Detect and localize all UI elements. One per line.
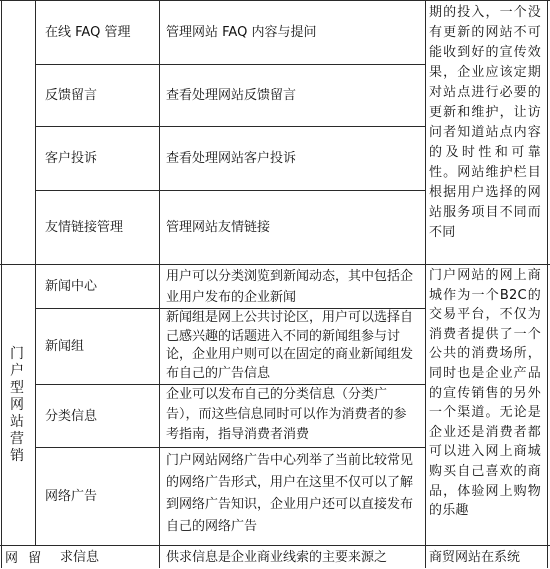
cell-text: 管理网站 FAQ 内容与提问 <box>166 25 317 40</box>
row-desc-classified <box>160 385 420 447</box>
row-desc-complaint <box>160 127 420 190</box>
row-desc-newsgroup <box>160 309 420 384</box>
rule <box>0 545 550 546</box>
row-name-complaint <box>36 127 159 190</box>
row-desc-links <box>160 191 420 264</box>
cut-desc: 供求信息是企业商业线索的主要来源之 <box>166 550 388 565</box>
cell-text: 新闻组 <box>45 339 85 354</box>
row-desc-news <box>160 265 420 308</box>
row-desc-feedback <box>160 65 420 126</box>
cell-text: 在线 FAQ 管理 <box>45 25 131 40</box>
category-glyph: 门 <box>10 345 24 362</box>
note-maintenance: 期的投入，一个没有更新的网站不可能收到好的宣传效果，企业应该定期对站点进行必要的更新和维护，让访问者知道站点内容的及时性和可靠性。网站维护栏目根据用户选择的网站服务项目不同而不同 <box>429 5 541 240</box>
category-glyph: 户 <box>10 362 24 379</box>
cell-text: 新闻中心 <box>45 279 98 294</box>
cell-text: 门户网站网络广告中心列举了当前比较常见的网络广告形式，用户在这里不仅可以了解到网络广告知识，企业用户还可以直接发布自己的网络广告 <box>166 453 414 534</box>
cell-text: 查看处理网站反馈留言 <box>166 88 297 103</box>
category-glyph: 营 <box>10 430 24 447</box>
category-glyph: 网 <box>10 396 24 413</box>
cut-category: 网 留 <box>5 551 45 566</box>
category-glyph: 型 <box>10 379 24 396</box>
cell-text: 分类信息 <box>45 408 98 424</box>
cell-text: 新闻组是网上公共讨论区，用户可以选择自己感兴趣的话题进入不同的新闻组参与讨论，企业用户则可以在固定的商业新闻组发布自己的广告信息 <box>166 310 414 381</box>
category-portal <box>0 265 34 545</box>
category-glyph: 销 <box>10 447 24 464</box>
category-label <box>10 346 24 465</box>
cut-name: 求信息 <box>60 550 100 565</box>
row-desc-web-ads <box>160 450 420 545</box>
cell-text: 客户投诉 <box>45 151 98 166</box>
cell-text: 用户可以分类浏览到新闻动态，其中包括企业用户发布的企业新闻 <box>166 269 414 305</box>
row-name-newsgroup <box>36 309 159 384</box>
cell-text: 网络广告 <box>45 489 98 504</box>
row-name-feedback <box>36 65 159 126</box>
cell-text: 友情链接管理 <box>45 220 124 235</box>
cell-text: 企业可以发布自己的分类信息（分类广告），而这些信息同时可以作为消费者的参考指南，指导消费者消费 <box>166 387 407 442</box>
row-name-web-ads <box>36 448 159 545</box>
cell-text: 查看处理网站客户投诉 <box>166 151 297 166</box>
row-name-links <box>36 191 159 264</box>
cell-text: 管理网站友情链接 <box>166 220 271 235</box>
category-glyph: 站 <box>10 413 24 430</box>
rule <box>547 0 548 568</box>
cut-note: 商贸网站在系统 <box>429 550 521 565</box>
cell-text: 反馈留言 <box>45 88 98 103</box>
note-portal-mall: 门户网站的网上商城作为一个B2C的交易平台，不仅为消费者提供了一个公共的消费场所，同时也是企业产品的宣传销售的另外一个渠道。无论是企业还是消费者都可以进入网上商城购买自己喜欢的商品，体验网上购物的乐趣 <box>429 268 541 519</box>
row-name-faq <box>36 1 159 64</box>
row-name-news <box>36 265 159 308</box>
row-name-classified <box>36 385 159 447</box>
row-desc-faq <box>160 1 420 64</box>
